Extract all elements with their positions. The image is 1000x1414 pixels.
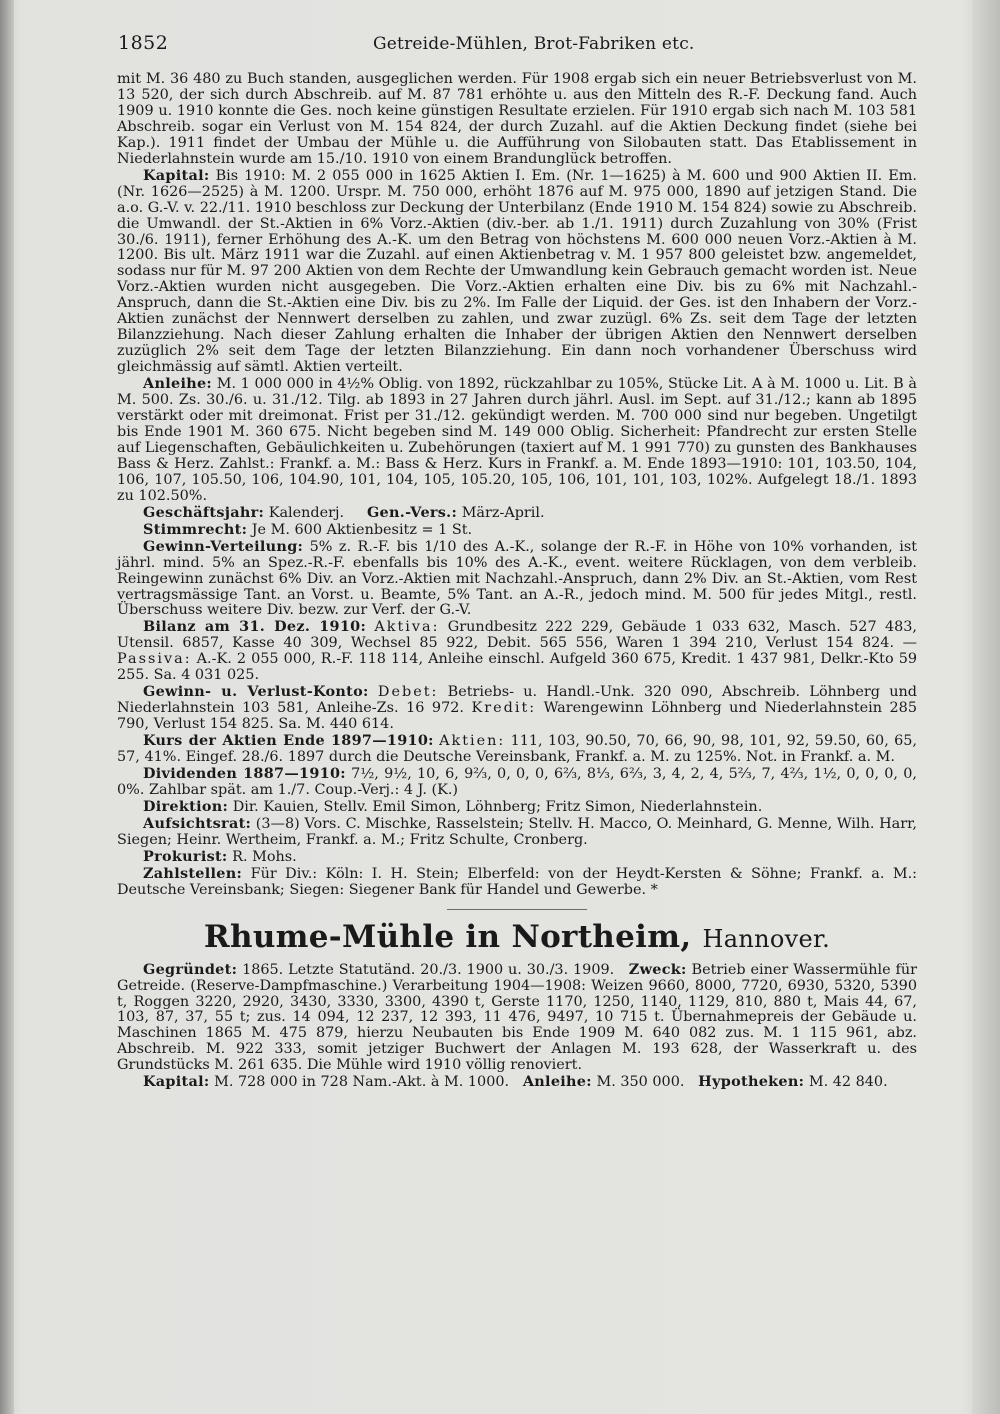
section-zahlstellen bbox=[117, 866, 917, 899]
gewinn-verteilung-label: Gewinn-Verteilung: bbox=[143, 537, 304, 555]
page-left-edge-shadow bbox=[0, 0, 14, 1414]
stimmrecht-label: Stimmrecht: bbox=[143, 520, 248, 538]
kapital-text: Bis 1910: M. 2 055 000 in 1625 Aktien I. Em. (Nr. 1—1625) à M. 600 und 900 Aktien II. Em. (Nr. 1626—2525) à M. 1200. Urspr. M. 750 000, erhöht 1876 auf M. 975 000, 1890 auf jetzigen Stand. Die a.o. G.-V. v. 22./11. 1910 beschloss zur Deckung der Unterbilanz (Ende 1910 M. 154 824) sowie zu Abschreib. die Umwandl. der St.-Aktien in 6% Vorz.-Aktien (div.-ber. ab 1./1. 1911) durch Zuzahlung von 30% (Frist 30./6. 1911), ferner Erhöhung des A.-K. um den Betrag von höchstens M. 600 000 neuen Vorz.-Aktien à M. 1200. Bis ult. März 1911 war die Zuzahl. auf einen Aktienbetrag v. M. 1 957 800 geleistet bzw. angemeldet, sodass nur für M. 97 200 Aktien von dem Rechte der Umwandlung kein Gebrauch gemacht worden ist. Neue Vorz.-Aktien wurden nicht ausgegeben. Die Vorz.-Aktien erhalten eine Div. bis zu 6% mit Nachzahl.-Anspruch, dann die St.-Aktien eine Div. bis zu 2%. Im Falle der Liquid. der Ges. ist den Inhabern der Vorz.-Aktien zunächst der Nennwert derselben zu zahlen, und zwar zuzügl. 6% Zs. seit dem Tage der letzten Bilanzziehung. Nach dieser Zahlung erhalten die Inhaber der übrigen Aktien den Nennwert derselben zuzüglich 2% seit dem Tage der letzten Bilanzziehung. Ein dann noch vorhandener Überschuss wird gleichmässig auf sämtl. Aktien verteilt. bbox=[117, 167, 917, 376]
aufsichtsrat-text: (3—8) Vors. C. Mischke, Rasselstein; Stellv. H. Macco, O. Meinhard, G. Menne, Wilh. Harr, Siegen; Heinr. Wertheim, Frankf. a. M.; Fritz Schulte, Cronberg. bbox=[117, 815, 917, 848]
guv-kredit-label: Kredit: bbox=[471, 700, 537, 717]
section-gewinn-verteilung bbox=[117, 539, 917, 620]
rhume-anleihe-text: M. 350 000. bbox=[596, 1074, 685, 1091]
prokurist-label: Prokurist: bbox=[143, 847, 228, 865]
guv-kredit-text: Warengewinn Löhnberg und Niederlahnstein 285 790, Verlust 154 825. Sa. M. 440 614. bbox=[117, 700, 917, 733]
rhume-hypotheken-label: Hypotheken: bbox=[698, 1073, 805, 1091]
section-dividenden bbox=[117, 766, 917, 799]
section-prokurist bbox=[117, 849, 917, 866]
prokurist-text: R. Mohs. bbox=[232, 848, 297, 865]
zahlstellen-label: Zahlstellen: bbox=[143, 864, 243, 882]
kurs-aktien-label: Aktien: bbox=[439, 733, 506, 750]
company-region: Hannover. bbox=[702, 924, 831, 953]
guv-debet-label: Debet: bbox=[377, 684, 439, 701]
bilanz-label: Bilanz am 31. Dez. 1910: bbox=[143, 618, 367, 636]
section-kurs bbox=[117, 733, 917, 766]
section-stimmrecht bbox=[117, 522, 917, 539]
kapital-label: Kapital: bbox=[143, 166, 210, 184]
gegruendet-label: Gegründet: bbox=[143, 960, 238, 978]
zahlstellen-text: Für Div.: Köln: I. H. Stein; Elberfeld: von der Heydt-Kersten & Söhne; Frankf. a. M.: Deutsche Vereinsbank; Siegen: Siegener Bank für Handel und Gewerbe. * bbox=[117, 865, 917, 898]
previous-company-intro bbox=[117, 72, 917, 168]
geschaeftsjahr-text: Kalenderj. bbox=[268, 504, 345, 521]
geschaeftsjahr-label: Geschäftsjahr: bbox=[143, 503, 265, 521]
page-right-edge-shadow bbox=[972, 0, 1000, 1414]
section-gegruendet bbox=[117, 962, 917, 1075]
kurs-text: 111, 103, 90.50, 70, 66, 90, 98, 101, 92, 59.50, 60, 65, 57, 41%. Eingef. 28./6. 1897 durch die Deutsche Vereinsbank, Frankf. a. M. zu 125%. Not. in Frankf. a. M. bbox=[117, 733, 917, 766]
genvers-label: Gen.-Vers.: bbox=[366, 503, 458, 521]
gewinn-verteilung-text: 5% z. R.-F. bis 1/10 des A.-K., solange der R.-F. in Höhe von 10% vorhanden, ist jährl. mind. 5% an Spez.-R.-F. ebenfalls bis 10% des A.-K., event. weitere Rücklagen, von dem verbleib. Reingewinn zunächst 6% Div. an Vorz.-Aktien mit Nachzahl.-Anspruch, dann 2% Div. an St.-Aktien, vom Rest vertragsmässige Tant. an Vorst. u. Beamte, 5% Tant. an A.-R., jedoch mind. M. 500 für jedes Mitgl., restl. Überschuss weitere Div. bezw. zur Verf. der G.-V. bbox=[117, 538, 917, 619]
zweck-label: Zweck: bbox=[628, 960, 687, 978]
section-bilanz bbox=[117, 619, 917, 684]
page-number: 1852 bbox=[118, 32, 169, 54]
anleihe-label: Anleihe: bbox=[143, 375, 213, 393]
section-gewinn-verlust-konto bbox=[117, 684, 917, 733]
intro-text: mit M. 36 480 zu Buch standen, ausgeglichen werden. Für 1908 ergab sich ein neuer Betriebsverlust von M. 13 520, der sich durch Abschreib. auf M. 87 781 erhöhte u. aus den Mitteln des R.-F. Deckung fand. Auch 1909 u. 1910 konnte die Ges. noch keine günstigen Resultate erzielen. Für 1910 ergab sich nach M. 103 581 Abschreib. sogar ein Verlust von M. 154 824, der durch Zuzahl. auf die Aktien Deckung findet (siehe bei Kap.). 1911 findet der Umbau der Mühle u. die Aufführung von Silobauten statt. Das Etablissement in Niederlahnstein wurde am 15./10. 1910 von einem Brandunglück betroffen. bbox=[117, 71, 917, 167]
company-name: Rhume-Mühle in Northeim, bbox=[203, 918, 692, 955]
dividenden-label: Dividenden 1887—1910: bbox=[143, 764, 346, 782]
aufsichtsrat-label: Aufsichtsrat: bbox=[143, 814, 252, 832]
rhume-hypotheken-text: M. 42 840. bbox=[808, 1074, 888, 1091]
company-heading bbox=[117, 918, 917, 958]
stimmrecht-text: Je M. 600 Aktienbesitz = 1 St. bbox=[251, 521, 473, 538]
rhume-kapital-label: Kapital: bbox=[143, 1073, 210, 1091]
rhume-anleihe-label: Anleihe: bbox=[522, 1073, 592, 1091]
section-divider bbox=[447, 909, 587, 910]
page-header bbox=[118, 32, 918, 62]
zweck-text: Betrieb einer Wassermühle für Getreide. (Reserve-Dampfmaschine.) Verarbeitung 1904—1908: Weizen 9660, 8000, 7720, 6930, 5320, 5390 t, Roggen 3220, 2920, 3430, 3330, 3300, 4390 t, Gerste 1170, 1250, 1140, 1129, 810, 880 t, Mais 44, 67, 103, 87, 37, 55 t; zus. 14 094, 12 237, 12 393, 11 476, 9497, 10 715 t. Übernahmepreis der Gebäude u. Maschinen 1865 M. 475 879, hierzu Neubauten bis Ende 1909 M. 640 082 zus. M. 1 115 961, abz. Abschreib. M. 922 333, somit jetziger Buchwert der Anlagen M. 193 628, der Wasserkraft u. des Grundstücks M. 261 635. Die Mühle wird 1910 völlig renoviert. bbox=[117, 961, 917, 1074]
page-body bbox=[117, 72, 917, 1091]
section-kapital-anleihe-hypotheken bbox=[117, 1074, 917, 1091]
bilanz-passiva-label: Passiva: bbox=[117, 651, 192, 668]
section-direktion bbox=[117, 799, 917, 816]
rhume-kapital-text: M. 728 000 in 728 Nam.-Akt. à M. 1000. bbox=[214, 1074, 510, 1091]
genvers-text: März-April. bbox=[461, 504, 545, 521]
bilanz-passiva-text: A.-K. 2 055 000, R.-F. 118 114, Anleihe einschl. Aufgeld 360 675, Kredit. 1 437 981, Delkr.-Kto 59 255. Sa. 4 031 025. bbox=[117, 651, 918, 684]
dividenden-text: 7½, 9½, 10, 6, 9⅔, 0, 0, 0, 6⅔, 8⅓, 6⅔, 3, 4, 2, 4, 5⅔, 7, 4⅔, 1½, 0, 0, 0, 0, 0%. Zahlbar spät. am 1./7. Coup.-Verj.: 4 J. (K.) bbox=[117, 765, 917, 798]
section-anleihe bbox=[117, 376, 917, 505]
kurs-label: Kurs der Aktien Ende 1897—1910: bbox=[143, 732, 434, 750]
section-kapital bbox=[117, 168, 917, 376]
direktion-label: Direktion: bbox=[143, 797, 229, 815]
section-geschaeftsjahr bbox=[117, 505, 917, 522]
direktion-text: Dir. Kauien, Stellv. Emil Simon, Löhnberg; Fritz Simon, Niederlahnstein. bbox=[232, 798, 763, 815]
guv-label: Gewinn- u. Verlust-Konto: bbox=[143, 683, 369, 701]
guv-debet-text: Betriebs- u. Handl.-Unk. 320 090, Abschreib. Löhnberg und Niederlahnstein 103 581, Anleihe-Zs. 16 972. bbox=[117, 684, 917, 717]
bilanz-aktiva-text: Grundbesitz 222 229, Gebäude 1 033 632, Masch. 527 483, Utensil. 6857, Kasse 40 309, Wechsel 85 922, Debit. 565 556, Waren 1 394 210, Verlust 154 824. — bbox=[117, 619, 917, 652]
section-aufsichtsrat bbox=[117, 816, 917, 849]
bilanz-aktiva-label: Aktiva: bbox=[374, 619, 440, 636]
gegruendet-text: 1865. Letzte Statutänd. 20./3. 1900 u. 30./3. 1909. bbox=[242, 961, 615, 978]
running-title: Getreide-Mühlen, Brot-Fabriken etc. bbox=[373, 34, 695, 54]
anleihe-text: M. 1 000 000 in 4½% Oblig. von 1892, rückzahlbar zu 105%, Stücke Lit. A à M. 1000 u. Lit. B à M. 500. Zs. 30./6. u. 31./12. Tilg. ab 1893 in 27 Jahren durch jährl. Ausl. im Sept. auf 31./12.; kann ab 1895 verstärkt oder mit dreimonat. Frist per 31./12. gekündigt werden. M. 700 000 sind nur begeben. Ungetilgt bis Ende 1901 M. 360 675. Nicht begeben sind M. 149 000 Oblig. Sicherheit: Pfandrecht zur ersten Stelle auf Liegenschaften, Gebäulichkeiten u. Zubehörungen (taxiert auf M. 1 991 770) zu gunsten des Bankhauses Bass & Herz. Zahlst.: Frankf. a. M.: Bass & Herz. Kurs in Frankf. a. M. Ende 1893—1910: 101, 103.50, 104, 106, 107, 105.50, 106, 104.90, 101, 104, 105, 105.20, 105, 106, 101, 101, 103, 102%. Aufgelegt 18./1. 1893 zu 102.50%. bbox=[117, 376, 917, 504]
